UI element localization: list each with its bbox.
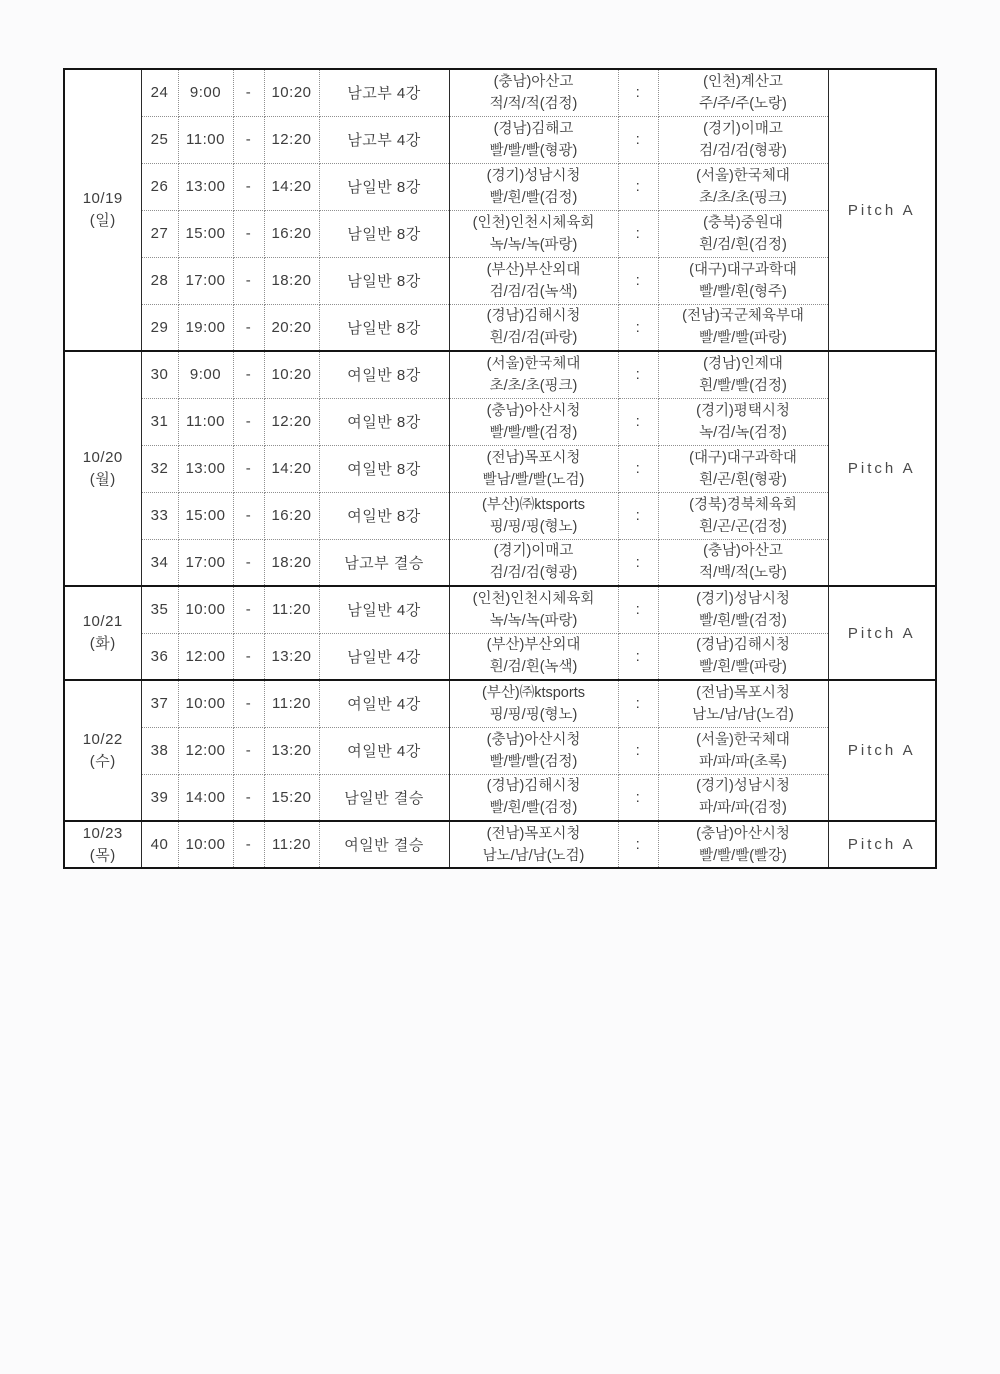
end-time-cell: 13:20 — [264, 633, 319, 680]
home-team-cell — [449, 210, 618, 257]
home-team-cell — [449, 774, 618, 821]
match-number-cell: 36 — [141, 633, 178, 680]
home-team-kit-colors: 남노/남/남(노검) — [482, 847, 585, 864]
away-team-name: (경기)평택시청 — [696, 402, 790, 419]
start-time-cell: 13:00 — [178, 163, 233, 210]
versus-colon-cell: : — [618, 821, 658, 868]
schedule-row — [64, 680, 936, 727]
date-cell — [64, 586, 141, 680]
time-dash-cell: - — [233, 69, 264, 116]
away-team-name: (경북)경북체육회 — [689, 496, 797, 513]
division-cell: 남일반 4강 — [319, 633, 449, 680]
division-cell: 여일반 8강 — [319, 351, 449, 398]
home-team-kit-colors: 검/검/검(형광) — [489, 565, 578, 582]
away-team-cell — [658, 727, 828, 774]
schedule-row — [64, 774, 936, 821]
away-team-name: (서울)한국체대 — [696, 167, 790, 184]
schedule-row — [64, 210, 936, 257]
end-time-cell: 16:20 — [264, 492, 319, 539]
start-time-cell: 19:00 — [178, 304, 233, 351]
away-team-kit-colors: 흰/곤/흰(형광) — [699, 471, 787, 488]
time-dash-cell: - — [233, 727, 264, 774]
away-team-kit-colors: 검/검/검(형광) — [699, 142, 787, 159]
match-schedule-table — [63, 68, 937, 869]
away-team-kit-colors: 남노/남/남(노검) — [692, 706, 794, 723]
match-number-cell: 40 — [141, 821, 178, 868]
away-team-cell — [658, 304, 828, 351]
time-dash-cell: - — [233, 586, 264, 633]
versus-colon-cell: : — [618, 163, 658, 210]
away-team-name: (경기)성남시청 — [696, 590, 790, 607]
away-team-kit-colors: 파/파/파(검정) — [699, 800, 787, 817]
versus-colon-cell: : — [618, 774, 658, 821]
away-team-cell — [658, 398, 828, 445]
schedule-row — [64, 586, 936, 633]
schedule-row — [64, 727, 936, 774]
versus-colon-cell: : — [618, 727, 658, 774]
away-team-name: (대구)대구과학대 — [689, 261, 797, 278]
home-team-kit-colors: 빨/빨/빨(검정) — [489, 753, 578, 770]
home-team-kit-colors: 초/초/초(핑크) — [489, 377, 578, 394]
home-team-kit-colors: 빨/흰/빨(검정) — [489, 800, 578, 817]
versus-colon-cell: : — [618, 351, 658, 398]
time-dash-cell: - — [233, 257, 264, 304]
division-cell: 여일반 결승 — [319, 821, 449, 868]
away-team-kit-colors: 빨/흰/빨(파랑) — [699, 659, 787, 676]
home-team-cell — [449, 821, 618, 868]
date-cell — [64, 821, 141, 868]
away-team-cell — [658, 539, 828, 586]
start-time-cell: 14:00 — [178, 774, 233, 821]
home-team-kit-colors: 흰/검/검(파랑) — [489, 330, 578, 347]
home-team-cell — [449, 304, 618, 351]
division-cell: 남일반 8강 — [319, 304, 449, 351]
time-dash-cell: - — [233, 304, 264, 351]
end-time-cell: 20:20 — [264, 304, 319, 351]
away-team-name: (충북)중원대 — [703, 214, 783, 231]
date-text: 10/19 — [82, 190, 123, 207]
match-number-cell: 28 — [141, 257, 178, 304]
home-team-cell — [449, 69, 618, 116]
match-number-cell: 34 — [141, 539, 178, 586]
schedule-row — [64, 539, 936, 586]
end-time-cell: 12:20 — [264, 116, 319, 163]
home-team-cell — [449, 680, 618, 727]
start-time-cell: 13:00 — [178, 445, 233, 492]
schedule-row — [64, 492, 936, 539]
home-team-kit-colors: 검/검/검(녹색) — [489, 283, 578, 300]
pitch-cell: Pitch A — [828, 351, 936, 586]
weekday-text: (목) — [89, 846, 116, 864]
start-time-cell: 15:00 — [178, 492, 233, 539]
schedule-row — [64, 398, 936, 445]
schedule-row — [64, 821, 936, 868]
division-cell: 남고부 4강 — [319, 69, 449, 116]
start-time-cell: 10:00 — [178, 680, 233, 727]
away-team-name: (전남)목포시청 — [696, 684, 790, 701]
home-team-name: (부산)㈜ktsports — [482, 496, 585, 513]
schedule-row — [64, 633, 936, 680]
match-number-cell: 33 — [141, 492, 178, 539]
away-team-name: (경기)성남시청 — [696, 778, 790, 795]
home-team-name: (경남)김해시청 — [486, 308, 581, 325]
end-time-cell: 11:20 — [264, 680, 319, 727]
division-cell: 남일반 8강 — [319, 210, 449, 257]
division-cell: 여일반 8강 — [319, 492, 449, 539]
away-team-kit-colors: 적/백/적(노랑) — [699, 565, 787, 582]
end-time-cell: 10:20 — [264, 69, 319, 116]
versus-colon-cell: : — [618, 210, 658, 257]
time-dash-cell: - — [233, 116, 264, 163]
time-dash-cell: - — [233, 633, 264, 680]
home-team-name: (부산)부산외대 — [486, 261, 581, 278]
start-time-cell: 11:00 — [178, 398, 233, 445]
away-team-cell — [658, 163, 828, 210]
away-team-cell — [658, 257, 828, 304]
match-number-cell: 25 — [141, 116, 178, 163]
division-cell: 남일반 8강 — [319, 163, 449, 210]
home-team-kit-colors: 녹/녹/녹(파랑) — [489, 612, 578, 629]
away-team-cell — [658, 69, 828, 116]
home-team-name: (전남)목포시청 — [486, 449, 581, 466]
versus-colon-cell: : — [618, 633, 658, 680]
away-team-kit-colors: 파/파/파(초록) — [699, 753, 787, 770]
home-team-kit-colors: 빨/빨/빨(형광) — [489, 142, 578, 159]
start-time-cell: 10:00 — [178, 586, 233, 633]
division-cell: 여일반 4강 — [319, 680, 449, 727]
end-time-cell: 18:20 — [264, 257, 319, 304]
away-team-kit-colors: 녹/검/녹(검정) — [699, 424, 787, 441]
match-number-cell: 38 — [141, 727, 178, 774]
away-team-cell — [658, 210, 828, 257]
away-team-name: (충남)아산고 — [703, 543, 783, 560]
date-text: 10/21 — [82, 613, 123, 630]
home-team-name: (경기)성남시청 — [486, 167, 581, 184]
home-team-cell — [449, 633, 618, 680]
schedule-row — [64, 163, 936, 210]
home-team-name: (충남)아산시청 — [486, 402, 581, 419]
home-team-kit-colors: 적/적/적(검정) — [489, 95, 578, 112]
end-time-cell: 10:20 — [264, 351, 319, 398]
away-team-name: (경남)김해시청 — [696, 637, 790, 654]
away-team-cell — [658, 633, 828, 680]
away-team-cell — [658, 586, 828, 633]
date-cell — [64, 69, 141, 351]
versus-colon-cell: : — [618, 539, 658, 586]
home-team-name: (경남)김해시청 — [486, 778, 581, 795]
date-text: 10/23 — [82, 824, 123, 842]
division-cell: 남일반 8강 — [319, 257, 449, 304]
division-cell: 남일반 4강 — [319, 586, 449, 633]
match-number-cell: 39 — [141, 774, 178, 821]
start-time-cell: 12:00 — [178, 727, 233, 774]
home-team-name: (부산)㈜ktsports — [482, 684, 585, 701]
home-team-name: (경남)김해고 — [493, 120, 574, 137]
time-dash-cell: - — [233, 539, 264, 586]
end-time-cell: 14:20 — [264, 445, 319, 492]
home-team-name: (경기)이매고 — [493, 543, 574, 560]
weekday-text: (일) — [89, 212, 116, 229]
match-number-cell: 30 — [141, 351, 178, 398]
time-dash-cell: - — [233, 492, 264, 539]
end-time-cell: 11:20 — [264, 586, 319, 633]
versus-colon-cell: : — [618, 257, 658, 304]
away-team-name: (충남)아산시청 — [696, 825, 790, 842]
time-dash-cell: - — [233, 210, 264, 257]
division-cell: 여일반 4강 — [319, 727, 449, 774]
away-team-name: (서울)한국체대 — [696, 731, 790, 748]
away-team-cell — [658, 774, 828, 821]
home-team-name: (서울)한국체대 — [486, 355, 581, 372]
date-cell — [64, 351, 141, 586]
away-team-kit-colors: 빨/흰/빨(검정) — [699, 612, 787, 629]
schedule-row — [64, 351, 936, 398]
match-number-cell: 26 — [141, 163, 178, 210]
time-dash-cell: - — [233, 351, 264, 398]
end-time-cell: 12:20 — [264, 398, 319, 445]
weekday-text: (월) — [89, 470, 116, 488]
division-cell: 여일반 8강 — [319, 445, 449, 492]
start-time-cell: 12:00 — [178, 633, 233, 680]
home-team-name: (인천)인천시체육회 — [472, 590, 595, 607]
away-team-kit-colors: 빨/빨/빨(빨강) — [699, 847, 787, 864]
versus-colon-cell: : — [618, 680, 658, 727]
end-time-cell: 16:20 — [264, 210, 319, 257]
away-team-kit-colors: 주/주/주(노랑) — [699, 95, 787, 112]
versus-colon-cell: : — [618, 445, 658, 492]
home-team-cell — [449, 398, 618, 445]
away-team-kit-colors: 흰/곤/곤(검정) — [699, 518, 787, 535]
end-time-cell: 18:20 — [264, 539, 319, 586]
away-team-kit-colors: 흰/검/흰(검정) — [699, 236, 787, 253]
start-time-cell: 9:00 — [178, 351, 233, 398]
home-team-kit-colors: 빨/흰/빨(검정) — [489, 189, 578, 206]
time-dash-cell: - — [233, 680, 264, 727]
end-time-cell: 13:20 — [264, 727, 319, 774]
time-dash-cell: - — [233, 445, 264, 492]
time-dash-cell: - — [233, 398, 264, 445]
pitch-cell: Pitch A — [828, 586, 936, 680]
end-time-cell: 14:20 — [264, 163, 319, 210]
versus-colon-cell: : — [618, 69, 658, 116]
time-dash-cell: - — [233, 821, 264, 868]
away-team-name: (대구)대구과학대 — [689, 449, 797, 466]
away-team-cell — [658, 492, 828, 539]
match-number-cell: 37 — [141, 680, 178, 727]
start-time-cell: 11:00 — [178, 116, 233, 163]
away-team-name: (경기)이매고 — [703, 120, 783, 137]
time-dash-cell: - — [233, 774, 264, 821]
away-team-cell — [658, 445, 828, 492]
away-team-name: (인천)계산고 — [703, 73, 783, 90]
date-cell — [64, 680, 141, 821]
schedule-row — [64, 304, 936, 351]
away-team-name: (경남)인제대 — [703, 355, 783, 372]
pitch-cell: Pitch A — [828, 821, 936, 868]
home-team-cell — [449, 445, 618, 492]
start-time-cell: 10:00 — [178, 821, 233, 868]
away-team-cell — [658, 351, 828, 398]
versus-colon-cell: : — [618, 398, 658, 445]
home-team-name: (인천)인천시체육회 — [472, 214, 595, 231]
match-number-cell: 31 — [141, 398, 178, 445]
start-time-cell: 17:00 — [178, 539, 233, 586]
home-team-cell — [449, 257, 618, 304]
date-text: 10/20 — [82, 448, 123, 466]
home-team-cell — [449, 116, 618, 163]
date-text: 10/22 — [82, 730, 123, 748]
home-team-cell — [449, 539, 618, 586]
versus-colon-cell: : — [618, 304, 658, 351]
versus-colon-cell: : — [618, 586, 658, 633]
weekday-text: (수) — [89, 752, 116, 770]
match-number-cell: 32 — [141, 445, 178, 492]
home-team-cell — [449, 727, 618, 774]
match-number-cell: 29 — [141, 304, 178, 351]
start-time-cell: 17:00 — [178, 257, 233, 304]
schedule-row — [64, 445, 936, 492]
home-team-cell — [449, 586, 618, 633]
away-team-kit-colors: 빨/빨/빨(파랑) — [699, 330, 787, 347]
away-team-name: (전남)국군체육부대 — [682, 308, 804, 325]
away-team-kit-colors: 빨/빨/흰(형주) — [699, 283, 787, 300]
home-team-kit-colors: 빨/빨/빨(검정) — [489, 424, 578, 441]
schedule-row — [64, 257, 936, 304]
home-team-kit-colors: 녹/녹/녹(파랑) — [489, 236, 578, 253]
home-team-kit-colors: 핑/핑/핑(형노) — [489, 706, 578, 723]
end-time-cell: 11:20 — [264, 821, 319, 868]
match-number-cell: 35 — [141, 586, 178, 633]
away-team-cell — [658, 116, 828, 163]
pitch-cell: Pitch A — [828, 680, 936, 821]
home-team-cell — [449, 163, 618, 210]
schedule-row — [64, 69, 936, 116]
home-team-cell — [449, 351, 618, 398]
start-time-cell: 9:00 — [178, 69, 233, 116]
weekday-text: (화) — [89, 635, 116, 652]
time-dash-cell: - — [233, 163, 264, 210]
division-cell: 남고부 결승 — [319, 539, 449, 586]
home-team-name: (부산)부산외대 — [486, 637, 581, 654]
away-team-kit-colors: 흰/빨/빨(검정) — [699, 377, 787, 394]
versus-colon-cell: : — [618, 116, 658, 163]
end-time-cell: 15:20 — [264, 774, 319, 821]
home-team-kit-colors: 핑/핑/핑(형노) — [489, 518, 578, 535]
away-team-cell — [658, 680, 828, 727]
start-time-cell: 15:00 — [178, 210, 233, 257]
home-team-name: (충남)아산시청 — [486, 731, 581, 748]
schedule-row — [64, 116, 936, 163]
home-team-kit-colors: 빨남/빨/빨(노검) — [482, 471, 585, 488]
home-team-name: (전남)목포시청 — [486, 825, 581, 842]
away-team-cell — [658, 821, 828, 868]
division-cell: 남일반 결승 — [319, 774, 449, 821]
pitch-cell: Pitch A — [828, 69, 936, 351]
away-team-kit-colors: 초/초/초(핑크) — [699, 189, 787, 206]
match-number-cell: 24 — [141, 69, 178, 116]
division-cell: 남고부 4강 — [319, 116, 449, 163]
division-cell: 여일반 8강 — [319, 398, 449, 445]
home-team-cell — [449, 492, 618, 539]
match-number-cell: 27 — [141, 210, 178, 257]
home-team-kit-colors: 흰/검/흰(녹색) — [489, 659, 578, 676]
versus-colon-cell: : — [618, 492, 658, 539]
home-team-name: (충남)아산고 — [493, 73, 574, 90]
